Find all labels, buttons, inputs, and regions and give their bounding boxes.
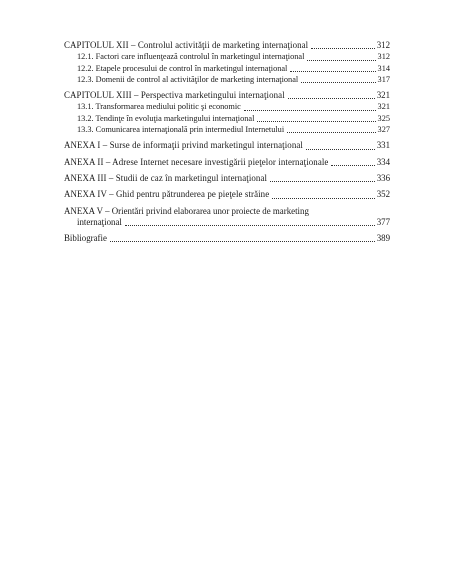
section-13-3-page: 327 <box>377 125 390 135</box>
dot-leader <box>311 47 374 49</box>
section-12-2-page: 314 <box>377 63 390 73</box>
annex-2-title: ANEXA II – Adrese Internet necesare investigării pieţelor internaţionale <box>64 156 329 167</box>
annex-4-title: ANEXA IV – Ghid pentru pătrunderea pe pieţele străine <box>64 189 270 200</box>
bibliography-group <box>64 233 390 244</box>
section-13-2-title: 13.2. Tendinţe în evoluţia marketingului internaţional <box>77 113 255 123</box>
dot-leader <box>331 164 374 166</box>
annex-5-title-line-2: internaţional <box>77 216 122 227</box>
dot-leader <box>306 148 375 150</box>
annex-2-entry <box>64 157 390 168</box>
section-13-3-entry <box>64 124 390 135</box>
annex-3-title: ANEXA III – Studii de caz în marketingul internaţional <box>64 172 268 183</box>
annex-4-page: 352 <box>376 189 390 200</box>
dot-leader <box>288 97 375 99</box>
chapter-13-page: 321 <box>376 90 390 101</box>
dot-leader <box>125 224 375 226</box>
dot-leader <box>270 180 375 182</box>
section-12-1-title: 12.1. Factori care influenţează controlul în marketingul internaţional <box>77 52 305 62</box>
section-13-1-entry <box>64 101 390 112</box>
bibliography-title: Bibliografie <box>64 233 107 244</box>
section-13-1-page: 321 <box>377 102 390 112</box>
chapter-13-entry <box>64 90 390 101</box>
annex-5-title-line-1: ANEXA V – Orientări privind elaborarea unor proiecte de marketing <box>64 205 309 216</box>
section-12-2-entry <box>64 63 390 74</box>
annex-3-entry <box>64 173 390 184</box>
dot-leader <box>272 197 374 199</box>
annex-2-page: 334 <box>376 156 390 167</box>
section-12-3-entry <box>64 74 390 85</box>
chapter-13-group <box>64 90 390 135</box>
bibliography-entry <box>64 233 390 244</box>
annex-2-group <box>64 157 390 168</box>
section-12-1-page: 312 <box>377 52 390 62</box>
chapter-12-title: CAPITOLUL XII – Controlul activităţii de marketing internaţional <box>64 40 309 50</box>
section-12-1-entry <box>64 51 390 62</box>
dot-leader <box>244 109 376 111</box>
section-13-2-page: 325 <box>377 113 390 123</box>
table-of-contents <box>64 40 390 249</box>
dot-leader <box>290 70 375 72</box>
dot-leader <box>307 59 375 61</box>
annex-5-entry <box>64 217 390 228</box>
annex-5-group <box>64 206 390 229</box>
annex-3-page: 336 <box>376 172 390 183</box>
dot-leader <box>257 120 375 122</box>
chapter-12-page: 312 <box>376 40 390 50</box>
annex-1-entry <box>64 140 390 151</box>
annex-1-title: ANEXA I – Surse de informaţii privind marketingul internaţional <box>64 140 303 151</box>
annex-5-page: 377 <box>376 216 390 227</box>
dot-leader <box>110 240 375 242</box>
section-12-3-page: 317 <box>377 74 390 84</box>
chapter-12-group <box>64 40 390 85</box>
section-13-3-title: 13.3. Comunicarea internaţională prin intermediul Internetului <box>77 125 285 135</box>
chapter-12-entry <box>64 40 390 51</box>
section-13-1-title: 13.1. Transformarea mediului politic şi economic <box>77 102 241 112</box>
annex-4-entry <box>64 189 390 200</box>
chapter-13-title: CAPITOLUL XIII – Perspectiva marketingului internaţional <box>64 90 285 101</box>
annex-4-group <box>64 189 390 200</box>
dot-leader <box>301 81 375 83</box>
section-12-3-title: 12.3. Domenii de control al activităţilor de marketing internaţional <box>77 74 299 84</box>
dot-leader <box>287 131 375 133</box>
annex-3-group <box>64 173 390 184</box>
annex-1-page: 331 <box>376 140 390 151</box>
section-13-2-entry <box>64 113 390 124</box>
bibliography-page: 389 <box>376 233 390 244</box>
annex-1-group <box>64 140 390 151</box>
section-12-2-title: 12.2. Etapele procesului de control în marketingul internaţional <box>77 63 288 73</box>
